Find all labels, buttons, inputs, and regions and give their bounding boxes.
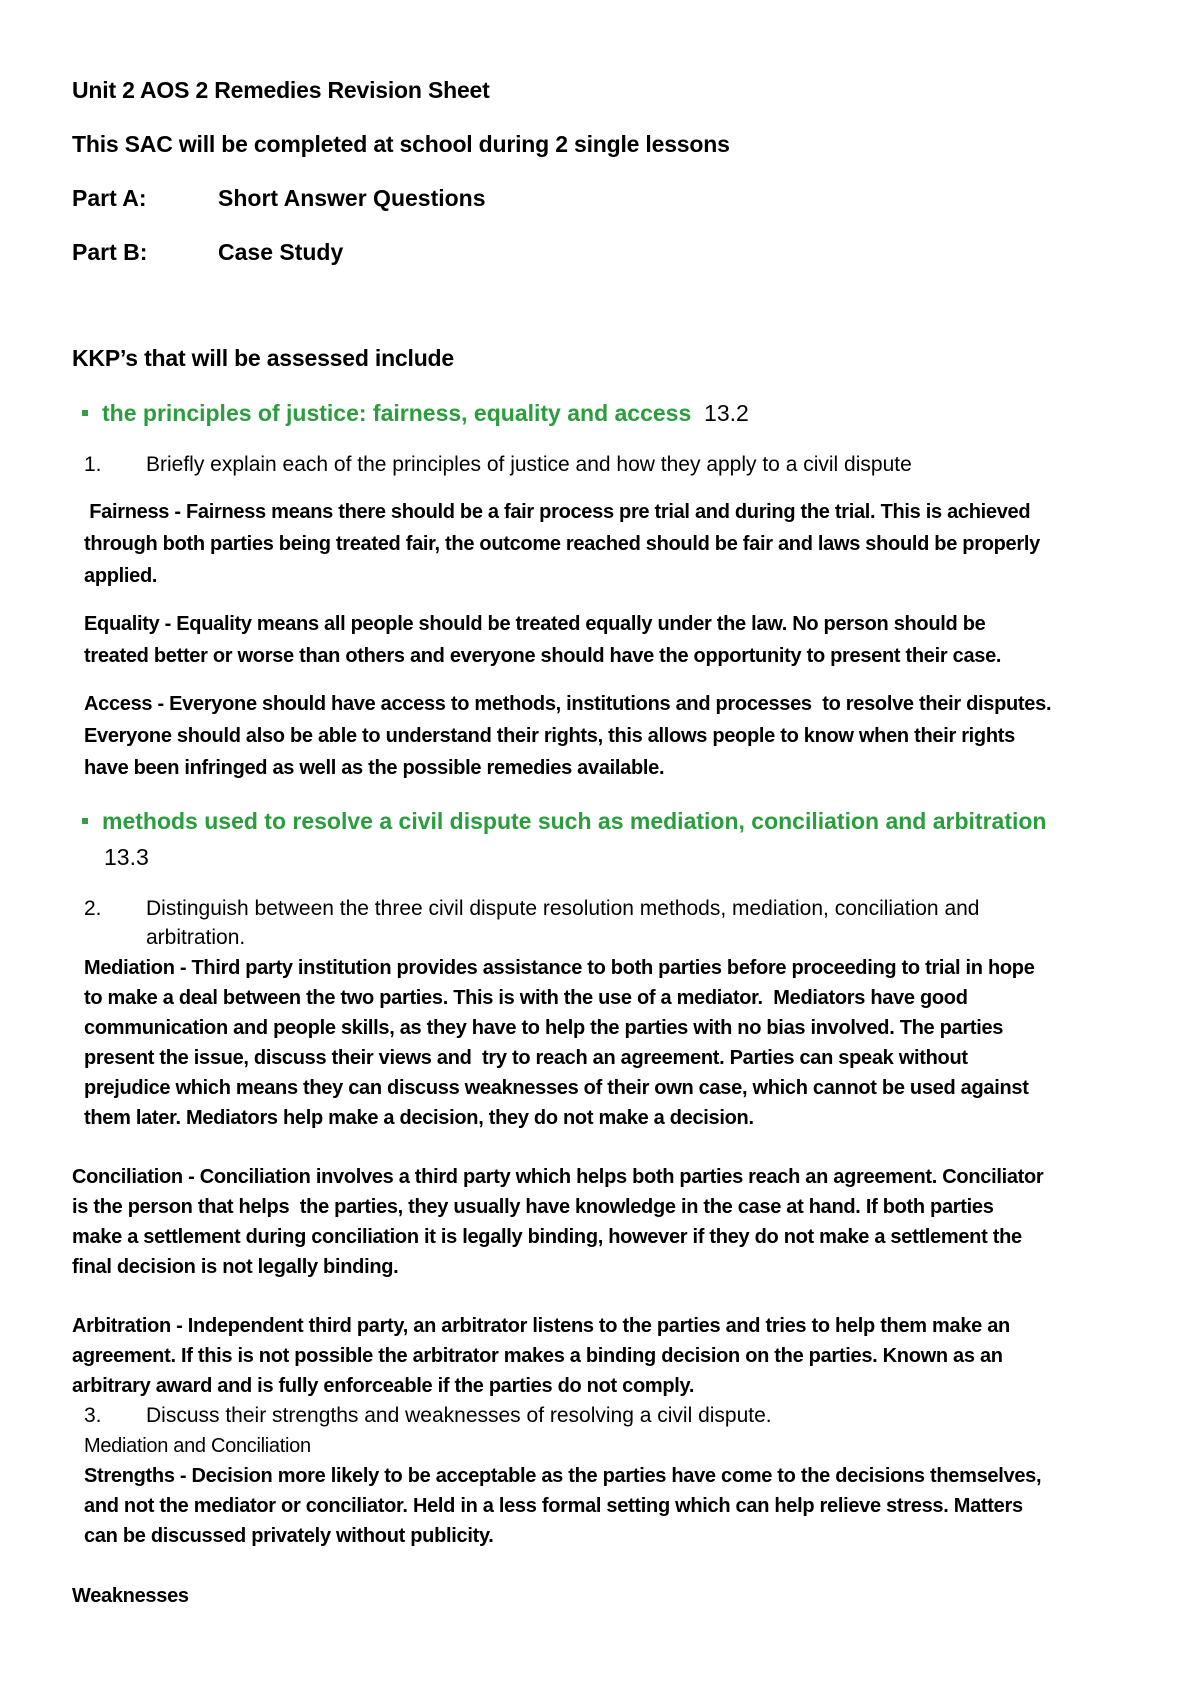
question-2-text-line2: arbitration. bbox=[146, 926, 246, 949]
question-3-number: 3. bbox=[84, 1404, 102, 1427]
strengths-line: Strengths - Decision more likely to be acceptable as the parties have come to the decisions themselves, bbox=[84, 1465, 1042, 1487]
conciliation-paragraph bbox=[72, 1162, 1043, 1282]
mediation-line: them later. Mediators help make a decision, they do not make a decision. bbox=[84, 1107, 754, 1129]
mediation-line: communication and people skills, as they have to help the parties with no bias involved. The parties bbox=[84, 1017, 1004, 1039]
mediation-line: to make a deal between the two parties. This is with the use of a mediator. Mediators have good bbox=[84, 987, 968, 1009]
mediation-line: present the issue, discuss their views and try to reach an agreement. Parties can speak without bbox=[84, 1047, 968, 1069]
access-paragraph bbox=[84, 688, 1051, 784]
conciliation-line: Conciliation - Conciliation involves a third party which helps both parties reach an agreement. Conciliator bbox=[72, 1166, 1044, 1188]
access-line: Everyone should also be able to understand their rights, this allows people to know when their rights bbox=[84, 725, 1015, 747]
equality-line: Equality - Equality means all people should be treated equally under the law. No person should be bbox=[84, 613, 986, 635]
kkp-bullet-2 bbox=[82, 806, 1142, 836]
document-subtitle: This SAC will be completed at school during 2 single lessons bbox=[72, 131, 730, 157]
strengths-line: and not the mediator or conciliator. Held in a less formal setting which can help relieve stress. Matters bbox=[84, 1495, 1023, 1517]
fairness-line: applied. bbox=[84, 565, 158, 587]
access-line: have been infringed as well as the possible remedies available. bbox=[84, 757, 665, 779]
bullet-icon bbox=[82, 818, 88, 824]
arbitration-line: arbitrary award and is fully enforceable if the parties do not comply. bbox=[72, 1375, 695, 1397]
kkp-1-ref: 13.2 bbox=[704, 400, 749, 426]
arbitration-paragraph bbox=[72, 1311, 1010, 1401]
question-2 bbox=[84, 894, 1164, 954]
strengths-paragraph bbox=[84, 1461, 1041, 1551]
bullet-icon bbox=[82, 410, 88, 416]
kkp-1-text: the principles of justice: fairness, equality and access bbox=[102, 400, 692, 426]
strengths-line: can be discussed privately without publicity. bbox=[84, 1525, 494, 1547]
document-title: Unit 2 AOS 2 Remedies Revision Sheet bbox=[72, 77, 490, 103]
arbitration-line: agreement. If this is not possible the arbitrator makes a binding decision on the parties. Known as an bbox=[72, 1345, 1003, 1367]
part-b-label: Part B: bbox=[72, 239, 148, 265]
kkp-heading: KKP’s that will be assessed include bbox=[72, 345, 455, 371]
fairness-line: through both parties being treated fair, the outcome reached should be fair and laws should be properly bbox=[84, 533, 1040, 555]
question-3-text: Discuss their strengths and weaknesses of resolving a civil dispute. bbox=[146, 1404, 772, 1427]
question-2-number: 2. bbox=[84, 897, 102, 920]
conciliation-line: make a settlement during conciliation it is legally binding, however if they do not make a settlement the bbox=[72, 1226, 1022, 1248]
arbitration-line: Arbitration - Independent third party, an arbitrator listens to the parties and tries to help them make an bbox=[72, 1315, 1010, 1337]
part-a-value: Short Answer Questions bbox=[218, 185, 486, 211]
equality-line: treated better or worse than others and everyone should have the opportunity to present their case. bbox=[84, 645, 1002, 667]
kkp-2-ref: 13.3 bbox=[104, 844, 149, 870]
kkp-2-text: methods used to resolve a civil dispute such as mediation, conciliation and arbitration bbox=[102, 808, 1047, 834]
mediation-line: Mediation - Third party institution provides assistance to both parties before proceeding to trial in hope bbox=[84, 957, 1035, 979]
question-2-text-line1: Distinguish between the three civil dispute resolution methods, mediation, conciliation and bbox=[146, 897, 980, 920]
equality-paragraph bbox=[84, 608, 1001, 672]
kkp-bullet-1 bbox=[82, 398, 749, 428]
access-line: Access - Everyone should have access to methods, institutions and processes to resolve their disputes. bbox=[84, 693, 1052, 715]
part-b-value: Case Study bbox=[218, 239, 344, 265]
mediation-line: prejudice which means they can discuss weaknesses of their own case, which cannot be used against bbox=[84, 1077, 1029, 1099]
part-a-label: Part A: bbox=[72, 185, 147, 211]
fairness-line: Fairness - Fairness means there should be a fair process pre trial and during the trial. This is achieved bbox=[84, 501, 1031, 523]
mediation-conciliation-heading: Mediation and Conciliation bbox=[84, 1435, 311, 1457]
question-1-text: Briefly explain each of the principles of justice and how they apply to a civil dispute bbox=[146, 453, 912, 476]
question-1-number: 1. bbox=[84, 453, 102, 476]
weaknesses-heading: Weaknesses bbox=[72, 1585, 189, 1607]
mediation-paragraph bbox=[84, 953, 1035, 1133]
conciliation-line: final decision is not legally binding. bbox=[72, 1256, 399, 1278]
conciliation-line: is the person that helps the parties, they usually have knowledge in the case at hand. If both parties bbox=[72, 1196, 994, 1218]
fairness-paragraph bbox=[84, 496, 1040, 592]
